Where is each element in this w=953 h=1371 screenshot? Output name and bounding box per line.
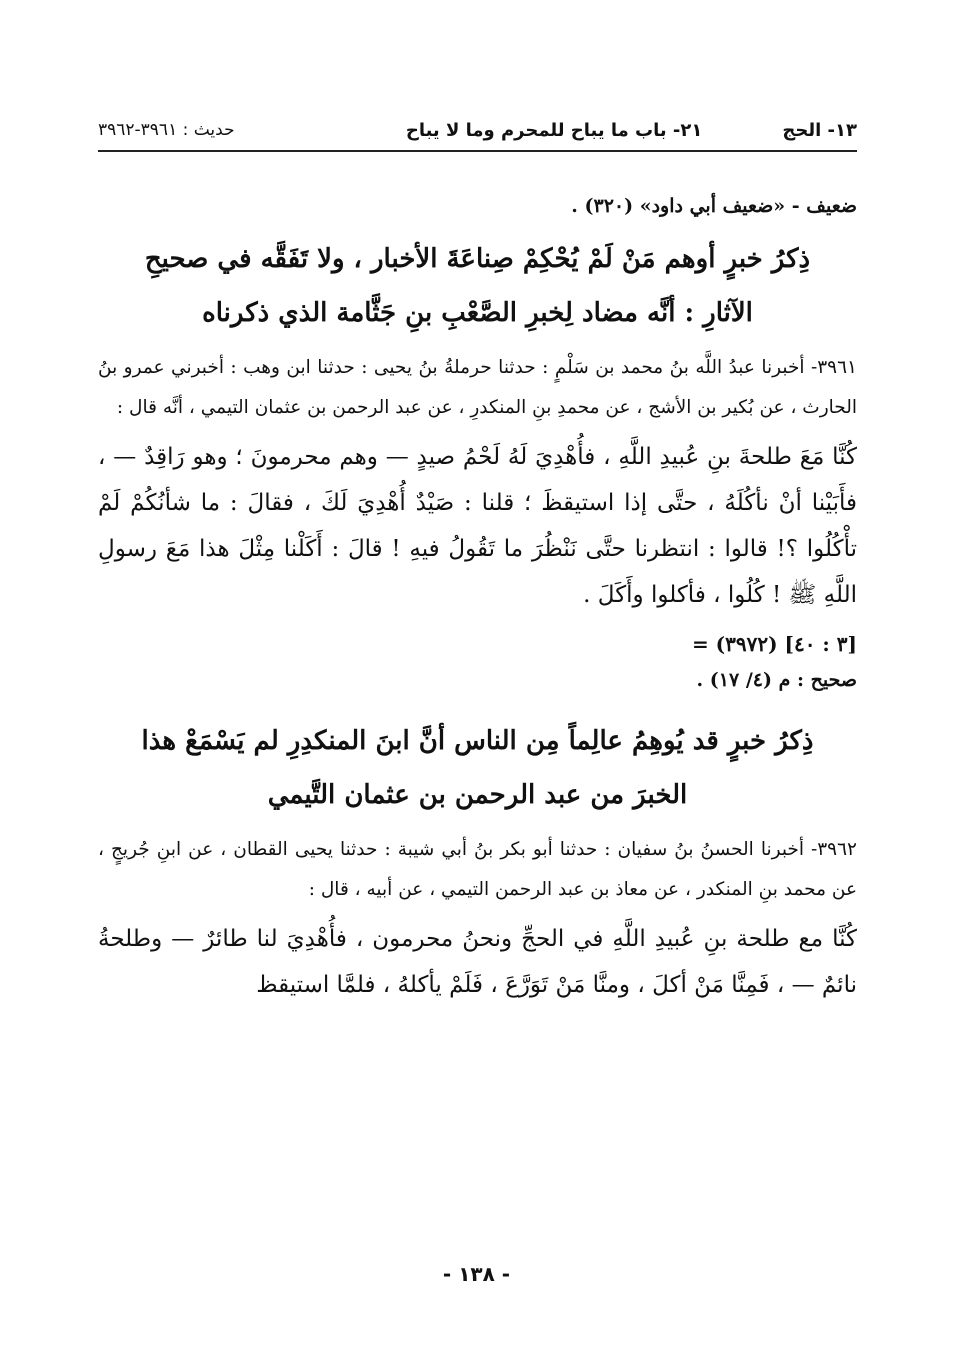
cross-reference-3961 xyxy=(98,624,857,664)
page-body xyxy=(98,190,857,1014)
header-chapter: ١٣- الحج xyxy=(782,119,857,141)
header-bab-title: ٢١- باب ما يباح للمحرم وما لا يباح xyxy=(405,119,703,141)
header-divider xyxy=(98,150,857,152)
header-right-group xyxy=(406,120,857,141)
grading-previous-hadith: ضعيف - «ضعيف أبي داود» (٣٢٠) . xyxy=(571,195,857,217)
header-hadith-range: حديث : ٣٩٦١-٣٩٦٢ xyxy=(98,120,235,140)
matn-3962: كُنَّا مع طلحة بنِ عُبيدِ اللَّهِ في الحجِّ ونحنُ محرمون ، فأُهْدِيَ لنا طائرٌ — وطلحةُ نائمٌ — ، فَمِنَّا مَنْ أكلَ ، ومنَّا مَنْ تَوَرَّعَ ، فَلَمْ يأكلهُ ، فلمَّا استيقظ xyxy=(98,926,857,998)
section-title-1: ذِكرُ خبرٍ أوهم مَنْ لَمْ يُحْكِمْ صِناعَةَ الأخبار ، ولا تَفَقَّه في صحيحِ الآثارِ : أنَّه مضاد لِخبرِ الصَّعْبِ بنِ جَثَّامة الذي ذكرناه xyxy=(144,244,811,328)
section-title-2: ذِكرُ خبرٍ قد يُوهِمُ عالِماً مِن الناس أنَّ ابنَ المنكدِرِ لم يَسْمَعْ هذا الخبرَ من عبد الرحمن بن عثمان التَّيمي xyxy=(141,726,814,810)
isnad-3962: ٣٩٦٢- أخبرنا الحسنُ بنُ سفيان : حدثنا أبو بكر بنُ أبي شيبة : حدثنا يحيى القطان ، عن ابنِ جُريجٍ ، عن محمد بنِ المنكدر ، عن معاذ بن عبد الرحمن التيمي ، عن أبيه ، قال : xyxy=(98,839,857,900)
cross-reference-text: = (٣٩٧٢) [٣ : ٤٠] xyxy=(691,632,857,656)
running-header xyxy=(98,112,857,148)
matn-3961: كُنَّا مَعَ طلحةَ بنِ عُبيدِ اللَّهِ ، فأُهْدِيَ لَهُ لَحْمُ صيدٍ — وهم محرمونَ ؛ وهو رَاقِدٌ — ، فأَبَيْنا أنْ نأكُلَهُ ، حتَّى إذا استيقظَ ؛ قلنا : صَيْدٌ أُهْدِيَ لَكَ ، فقالَ : ما شأنُكُمْ لَمْ تأْكُلُوا ؟! قالوا : انتظرنا حتَّى نَنْظُرَ ما تَقُولُ فيهِ ! قالَ : أَكَلْنا مِثْلَ هذا مَعَ رسولِ اللَّهِ ﷺ ! كُلُوا ، فأكلوا وأَكَلَ . xyxy=(98,444,857,608)
grading-3961: صحيح : م (٤/ ١٧) . xyxy=(696,669,857,691)
isnad-3961: ٣٩٦١- أخبرنا عبدُ اللَّه بنُ محمد بن سَلْمٍ : حدثنا حرملةُ بنُ يحيى : حدثنا ابن وهب : أخبرني عمرو بنُ الحارث ، عن بُكير بن الأشج ، عن محمدِ بنِ المنكدرِ ، عن عبد الرحمن بن عثمان التيمي ، أنَّه قال : xyxy=(98,357,857,418)
page-number: - ١٣٨ - xyxy=(442,1262,511,1286)
